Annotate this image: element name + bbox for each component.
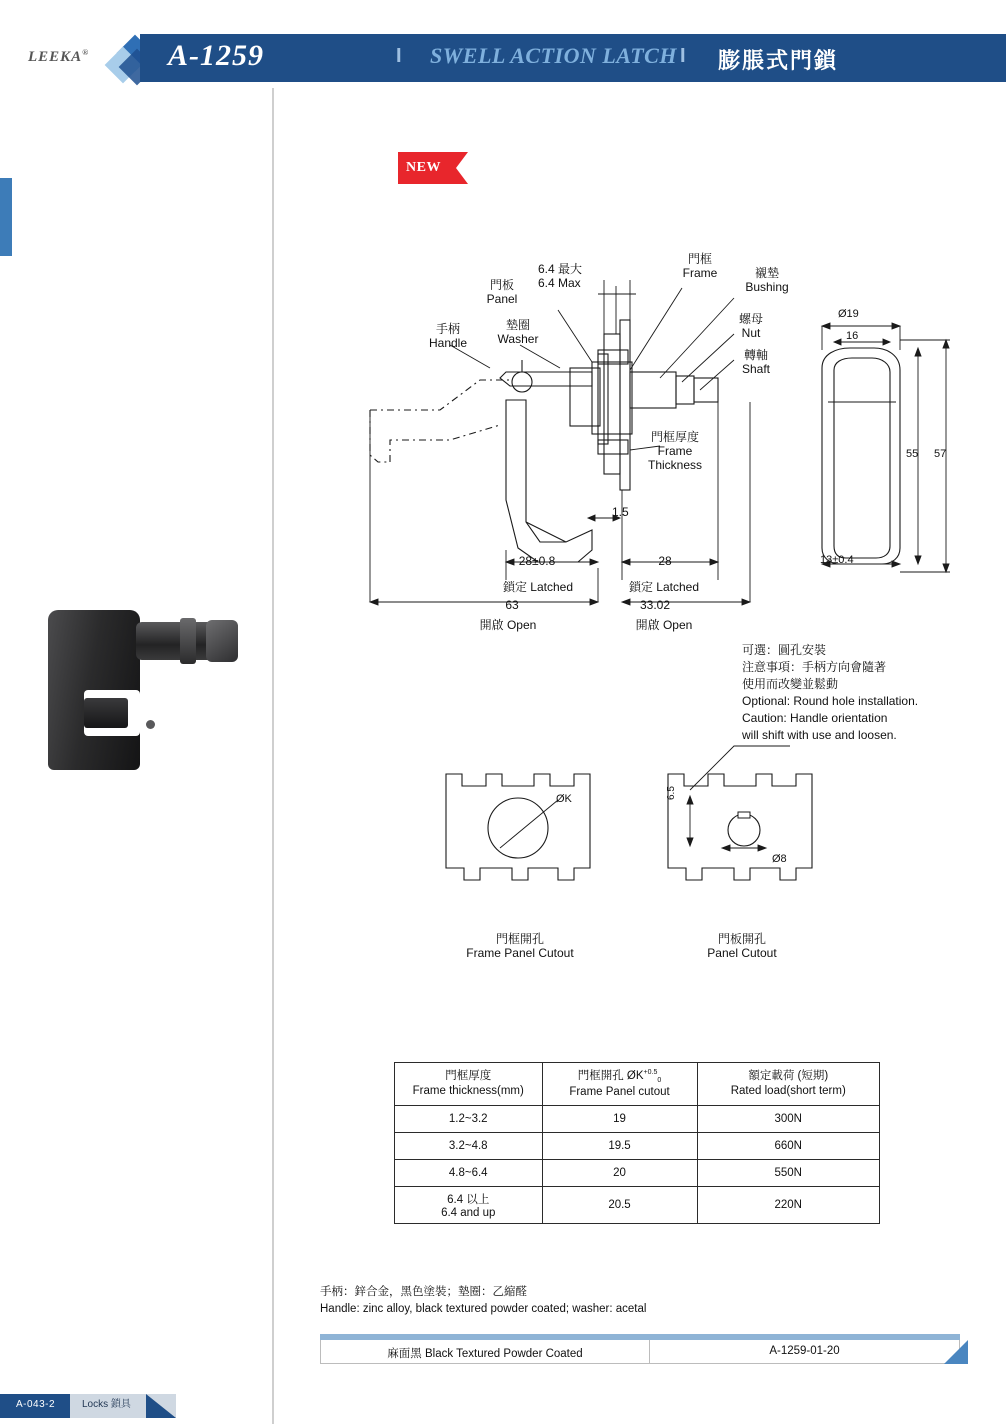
callout-frame-thickness: 門框厚度 Frame Thickness: [647, 430, 703, 473]
corner-arrow-marker: [944, 1340, 968, 1364]
dim-dia8: Ø8: [772, 853, 787, 865]
finish-bar: [320, 1334, 960, 1364]
th-frame-cutout: 門框開孔 $ØK^{+0.5}_0$ Frame Panel cutout: [542, 1063, 697, 1106]
dim-6-4-max: 6.4 最大 6.4 Max: [538, 262, 583, 291]
frame-panel-cutout-drawing: [440, 768, 600, 898]
panel-cutout-drawing: [662, 768, 822, 898]
label-open-right: 開啟 Open: [635, 618, 693, 632]
table-header-row: [395, 1063, 880, 1106]
callout-bushing: 襯墊 Bushing: [745, 266, 789, 295]
callout-handle: 手柄 Handle: [428, 322, 468, 351]
th-frame-thickness: 門框厚度 Frame thickness(mm): [395, 1063, 543, 1106]
callout-nut: 螺母 Nut: [738, 312, 763, 341]
product-code: A-1259: [168, 39, 264, 72]
part-no-label: A-1259-01-20: [769, 1345, 840, 1357]
dim-28-08: 28±0.8: [518, 554, 556, 568]
side-tab-marker: [0, 178, 12, 256]
cell-load: 660N: [697, 1133, 879, 1160]
cell-load: 220N: [697, 1187, 879, 1224]
dim-63: 63: [505, 598, 519, 612]
brand-registered: ®: [82, 48, 90, 57]
finish-label: 麻面黑 Black Textured Powder Coated: [387, 1348, 583, 1360]
column-divider: [272, 88, 274, 1424]
label-open-left: 開啟 Open: [479, 618, 537, 632]
label-latched-left: 鎖定 Latched: [502, 580, 574, 594]
new-badge-label: NEW: [406, 160, 441, 175]
cell-cutout: 20: [542, 1160, 697, 1187]
dim-cutout-k: ØK: [556, 793, 572, 805]
dim-1-5: 1.5: [612, 505, 629, 519]
dim-57: 57: [934, 448, 947, 460]
cell-thickness: 1.2~3.2: [395, 1106, 543, 1133]
product-title-en: SWELL ACTION LATCH: [430, 43, 677, 68]
header-separator-1: I: [396, 45, 402, 67]
footer-arrow-marker: [146, 1394, 176, 1418]
table-row: [395, 1187, 880, 1224]
callout-frame: 門框 Frame: [682, 252, 718, 281]
material-note-cn: 手柄：鋅合金，黑色塗裝；墊圈：乙縮醛: [320, 1286, 527, 1298]
finish-cell: [320, 1340, 650, 1364]
dim-33-02: 33.02: [639, 598, 671, 612]
dim-6-5: 6.5: [666, 786, 677, 800]
page-header: [0, 0, 1006, 88]
cell-cutout: 19.5: [542, 1133, 697, 1160]
material-note-en: Handle: zinc alloy, black textured powder coated; washer: acetal: [320, 1302, 647, 1315]
callout-panel: 門板 Panel: [486, 278, 518, 307]
brand-name: LEEKA: [28, 49, 83, 65]
table-row: [395, 1106, 880, 1133]
table-row: [395, 1160, 880, 1187]
footer-section-label: Locks 鎖具: [82, 1399, 131, 1410]
cell-thickness: 4.8~6.4: [395, 1160, 543, 1187]
spec-table: [394, 1062, 880, 1224]
cell-cutout: 20.5: [542, 1187, 697, 1224]
callout-shaft: 轉軸 Shaft: [741, 348, 771, 377]
new-badge: [398, 152, 456, 184]
cell-load: 550N: [697, 1160, 879, 1187]
brand-logo: [28, 48, 89, 66]
part-no-cell: [650, 1340, 960, 1364]
cell-thickness: 6.4 以上 6.4 and up: [395, 1187, 543, 1224]
dim-dia19: Ø19: [838, 308, 859, 320]
dim-55: 55: [906, 448, 919, 460]
cell-thickness: 3.2~4.8: [395, 1133, 543, 1160]
product-photo: [40, 560, 240, 800]
footer-page-number: A-043-2: [16, 1399, 56, 1410]
product-title-cn: 膨脹式門鎖: [718, 48, 839, 73]
dim-16: 16: [846, 330, 859, 342]
optional-installation-note: 可選：圓孔安裝 注意事項：手柄方向會隨著 使用而改變並鬆動 Optional: Round hole installation. Caution: Handle orientation will shift with use and loosen.: [742, 643, 919, 743]
frame-panel-cutout-label: 門框開孔 Frame Panel Cutout: [466, 932, 574, 961]
cell-load: 300N: [697, 1106, 879, 1133]
label-latched-right: 鎖定 Latched: [628, 580, 700, 594]
dim-13: 13±0.4: [820, 554, 854, 566]
dim-28: 28: [658, 554, 672, 568]
panel-cutout-label: 門板開孔 Panel Cutout: [707, 932, 777, 961]
table-row: [395, 1133, 880, 1160]
header-title-band: [140, 34, 1006, 82]
material-notes: [320, 1284, 646, 1317]
callout-washer: 墊圈 Washer: [497, 318, 539, 347]
cell-cutout: 19: [542, 1106, 697, 1133]
header-separator-2: I: [680, 45, 686, 67]
th-rated-load: 額定載荷 (短期) Rated load(short term): [697, 1063, 879, 1106]
